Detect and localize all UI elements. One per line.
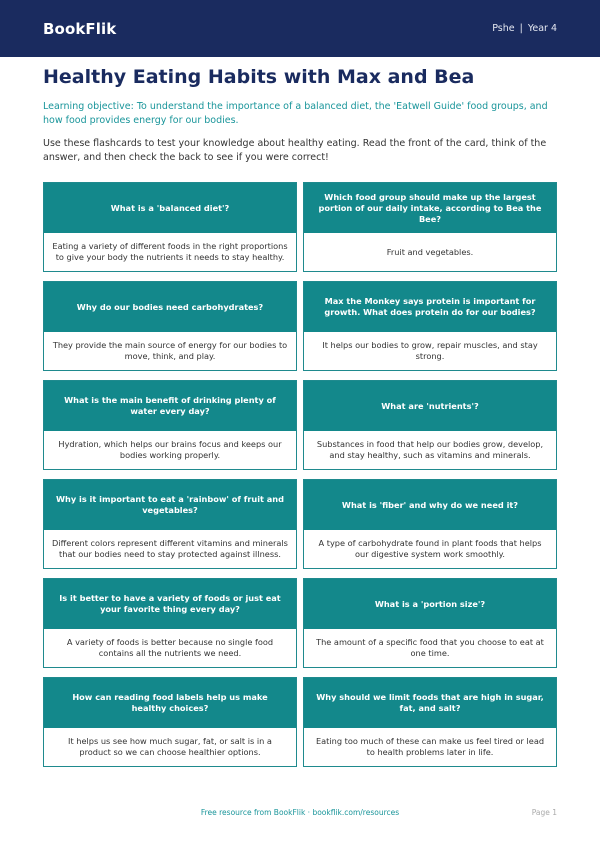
flashcard-answer: Fruit and vegetables. xyxy=(304,233,556,271)
flashcard[interactable] xyxy=(303,182,557,272)
flashcard-question: Why is it important to eat a 'rainbow' of fruit and vegetables? xyxy=(44,480,296,530)
year-label: Year 4 xyxy=(527,23,557,34)
flashcard-answer: Hydration, which helps our brains focus and keeps our bodies working properly. xyxy=(44,431,296,469)
flashcard-answer: Different colors represent different vitamins and minerals that our bodies need to stay protected against illness. xyxy=(44,530,296,568)
flashcard[interactable] xyxy=(43,281,297,371)
flashcard-question: What is a 'portion size'? xyxy=(304,579,556,629)
flashcard[interactable] xyxy=(43,578,297,668)
flashcard-question: What is a 'balanced diet'? xyxy=(44,183,296,233)
flashcard-grid xyxy=(43,182,557,767)
flashcard-answer: Eating too much of these can make us feel tired or lead to health problems later in life. xyxy=(304,728,556,766)
flashcard-question: Max the Monkey says protein is important for growth. What does protein do for our bodies? xyxy=(304,282,556,332)
flashcard[interactable] xyxy=(43,380,297,470)
flashcard[interactable] xyxy=(303,479,557,569)
flashcard-answer: It helps us see how much sugar, fat, or salt is in a product so we can choose healthier options. xyxy=(44,728,296,766)
flashcard[interactable] xyxy=(303,380,557,470)
subject-year-label xyxy=(492,23,557,34)
flashcard-question: Which food group should make up the largest portion of our daily intake, according to Bea the Bee? xyxy=(304,183,556,233)
flashcard-answer: The amount of a specific food that you choose to eat at one time. xyxy=(304,629,556,667)
flashcard-answer: Eating a variety of different foods in the right proportions to give your body the nutrients it needs to stay healthy. xyxy=(44,233,296,271)
flashcard-answer: A type of carbohydrate found in plant foods that helps our digestive system work smoothly. xyxy=(304,530,556,568)
flashcard-question: How can reading food labels help us make healthy choices? xyxy=(44,678,296,728)
flashcard[interactable] xyxy=(43,182,297,272)
flashcard-answer: It helps our bodies to grow, repair muscles, and stay strong. xyxy=(304,332,556,370)
flashcard[interactable] xyxy=(303,677,557,767)
flashcard-question: Why do our bodies need carbohydrates? xyxy=(44,282,296,332)
brand-logo[interactable]: BookFlik xyxy=(43,19,117,38)
flashcard[interactable] xyxy=(43,479,297,569)
flashcard[interactable] xyxy=(43,677,297,767)
page-header xyxy=(0,0,600,57)
meta-separator: | xyxy=(519,23,523,34)
flashcard-question: What is 'fiber' and why do we need it? xyxy=(304,480,556,530)
flashcard-question: What is the main benefit of drinking plenty of water every day? xyxy=(44,381,296,431)
page-title: Healthy Eating Habits with Max and Bea xyxy=(43,66,475,88)
flashcard-question: Why should we limit foods that are high in sugar, fat, and salt? xyxy=(304,678,556,728)
subject-label: Pshe xyxy=(492,23,515,34)
flashcard-answer: They provide the main source of energy for our bodies to move, think, and play. xyxy=(44,332,296,370)
flashcard[interactable] xyxy=(303,281,557,371)
footer-resource-link[interactable]: Free resource from BookFlik · bookflik.com/resources xyxy=(200,808,400,817)
instructions: Use these flashcards to test your knowledge about healthy eating. Read the front of the card, think of the answer, and then check the back to see if you were correct! xyxy=(43,138,547,163)
flashcard-question: What are 'nutrients'? xyxy=(304,381,556,431)
learning-objective: Learning objective: To understand the importance of a balanced diet, the 'Eatwell Guide' food groups, and how food provides energy for our bodies. xyxy=(43,101,548,126)
flashcard-answer: Substances in food that help our bodies grow, develop, and stay healthy, such as vitamins and minerals. xyxy=(304,431,556,469)
page-number: Page 1 xyxy=(531,808,557,817)
flashcard[interactable] xyxy=(303,578,557,668)
flashcard-answer: A variety of foods is better because no single food contains all the nutrients we need. xyxy=(44,629,296,667)
flashcard-question: Is it better to have a variety of foods or just eat your favorite thing every day? xyxy=(44,579,296,629)
